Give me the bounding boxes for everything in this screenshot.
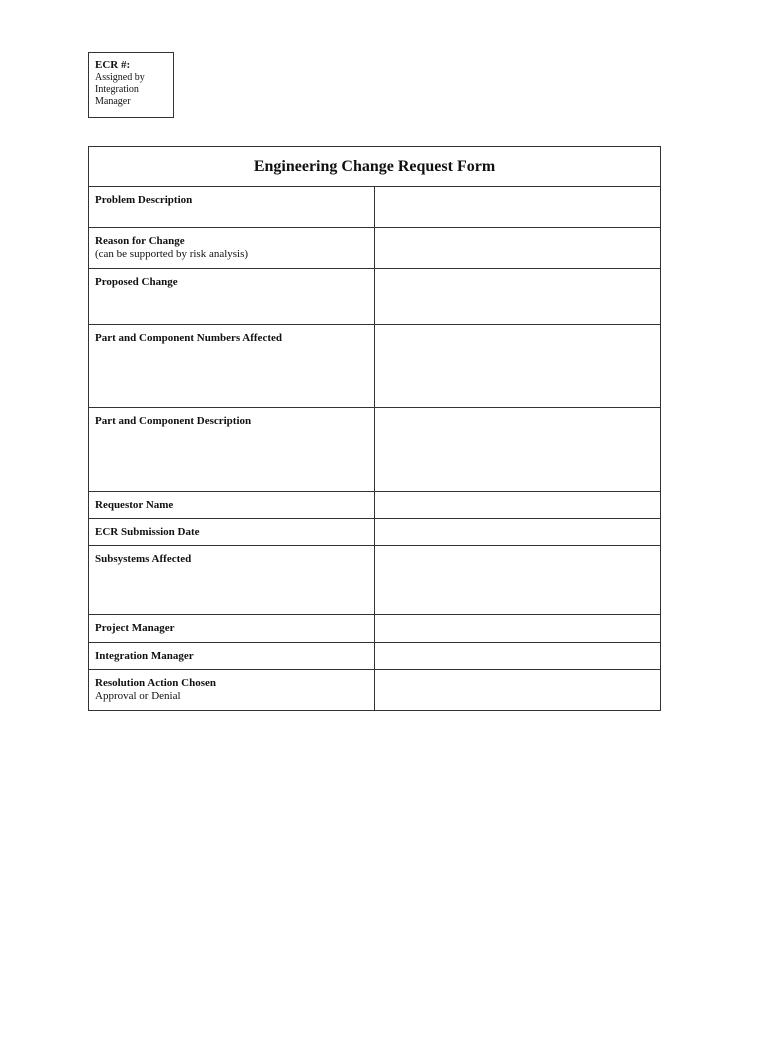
problem-description-field[interactable]	[375, 187, 661, 228]
form-row-proposed-change	[89, 269, 661, 325]
row-label	[89, 492, 375, 519]
row-sublabel-text: Approval or Denial	[95, 690, 181, 702]
subsystems-affected-field[interactable]	[375, 546, 661, 615]
ecr-number-note: Assigned by Integration Manager	[95, 72, 145, 107]
row-label	[89, 228, 375, 269]
row-label-text: Project Manager	[95, 622, 175, 634]
reason-for-change-field[interactable]	[375, 228, 661, 269]
ecr-number-box	[88, 52, 174, 118]
resolution-action-field[interactable]	[375, 670, 661, 711]
project-manager-field[interactable]	[375, 615, 661, 643]
form-row-part-description	[89, 408, 661, 492]
ecr-number-label: ECR #:	[95, 59, 131, 71]
row-label	[89, 325, 375, 408]
row-label	[89, 519, 375, 546]
form-title: Engineering Change Request Form	[89, 147, 661, 187]
integration-manager-field[interactable]	[375, 643, 661, 670]
form-row-requestor-name	[89, 492, 661, 519]
row-label	[89, 615, 375, 643]
row-label-text: Subsystems Affected	[95, 553, 192, 565]
form-row-subsystems-affected	[89, 546, 661, 615]
row-sublabel-text: (can be supported by risk analysis)	[95, 248, 249, 260]
row-label	[89, 187, 375, 228]
row-label-text: Problem Description	[95, 194, 193, 206]
form-row-problem-description	[89, 187, 661, 228]
part-numbers-field[interactable]	[375, 325, 661, 408]
row-label	[89, 546, 375, 615]
requestor-name-field[interactable]	[375, 492, 661, 519]
change-request-form	[88, 146, 661, 711]
form-row-project-manager	[89, 615, 661, 643]
row-label-text: Requestor Name	[95, 499, 174, 511]
form-row-part-numbers	[89, 325, 661, 408]
row-label-text: Resolution Action Chosen	[95, 677, 217, 689]
row-label-text: Part and Component Description	[95, 415, 252, 427]
row-label-text: Integration Manager	[95, 650, 194, 662]
submission-date-field[interactable]	[375, 519, 661, 546]
form-row-submission-date	[89, 519, 661, 546]
row-label	[89, 269, 375, 325]
row-label-text: Proposed Change	[95, 276, 178, 288]
row-label-text: Reason for Change	[95, 235, 185, 247]
part-description-field[interactable]	[375, 408, 661, 492]
row-label-text: Part and Component Numbers Affected	[95, 332, 282, 344]
proposed-change-field[interactable]	[375, 269, 661, 325]
form-row-integration-manager	[89, 643, 661, 670]
row-label	[89, 643, 375, 670]
form-row-resolution-action	[89, 670, 661, 711]
row-label	[89, 670, 375, 711]
row-label-text: ECR Submission Date	[95, 526, 200, 538]
form-row-reason-for-change	[89, 228, 661, 269]
row-label	[89, 408, 375, 492]
